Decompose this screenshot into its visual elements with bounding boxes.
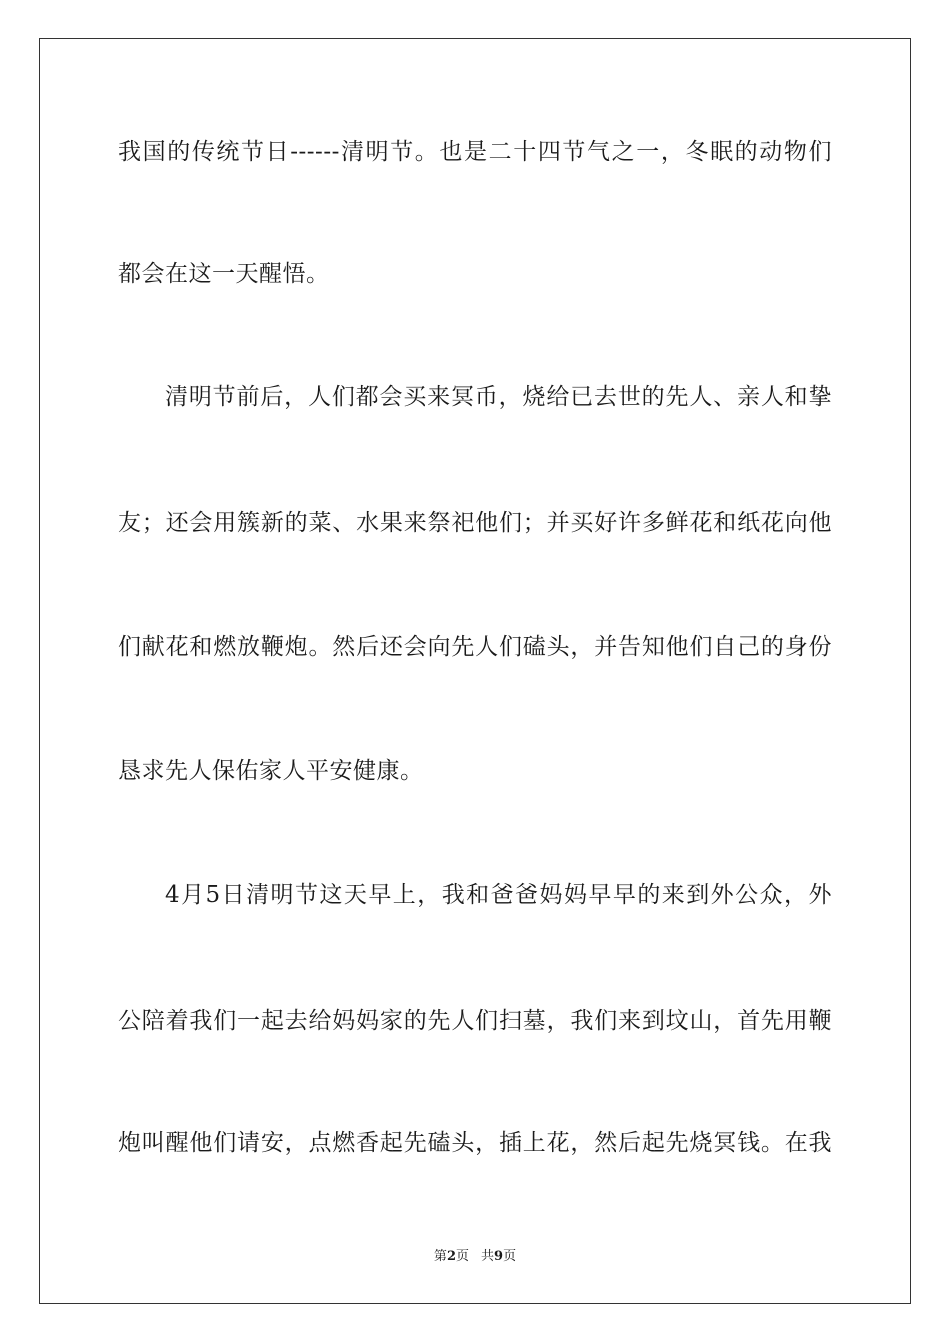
- page-label-suffix: 页: [455, 1249, 469, 1264]
- text-line: 恳求先人保佑家人平安健康。: [118, 758, 424, 784]
- total-pages-number: 9: [494, 1249, 504, 1264]
- total-label-suffix: 页: [503, 1249, 517, 1264]
- page-footer: [0, 1248, 950, 1266]
- paragraph-first-line: 清明节前后，人们都会买来冥币，烧给已去世的先人、亲人和挚: [165, 384, 832, 410]
- page-border: [39, 38, 911, 1304]
- text-line: 炮叫醒他们请安，点燃香起先磕头，插上花，然后起先烧冥钱。在我: [118, 1130, 832, 1156]
- text-line: 们献花和燃放鞭炮。然后还会向先人们磕头，并告知他们自己的身份: [118, 634, 832, 660]
- text-line: 友；还会用簇新的菜、水果来祭祀他们；并买好许多鲜花和纸花向他: [118, 510, 832, 536]
- page-label-prefix: 第: [433, 1249, 447, 1264]
- current-page-number: 2: [446, 1249, 456, 1264]
- paragraph-first-line: 4月5日清明节这天早上，我和爸爸妈妈早早的来到外公众，外: [165, 882, 832, 908]
- text-line: 公陪着我们一起去给妈妈家的先人们扫墓，我们来到坟山，首先用鞭: [118, 1008, 832, 1034]
- text-line: 我国的传统节日------清明节。也是二十四节气之一，冬眠的动物们: [118, 139, 832, 165]
- text-line: 都会在这一天醒悟。: [118, 261, 330, 287]
- total-label-prefix: 共: [481, 1249, 495, 1264]
